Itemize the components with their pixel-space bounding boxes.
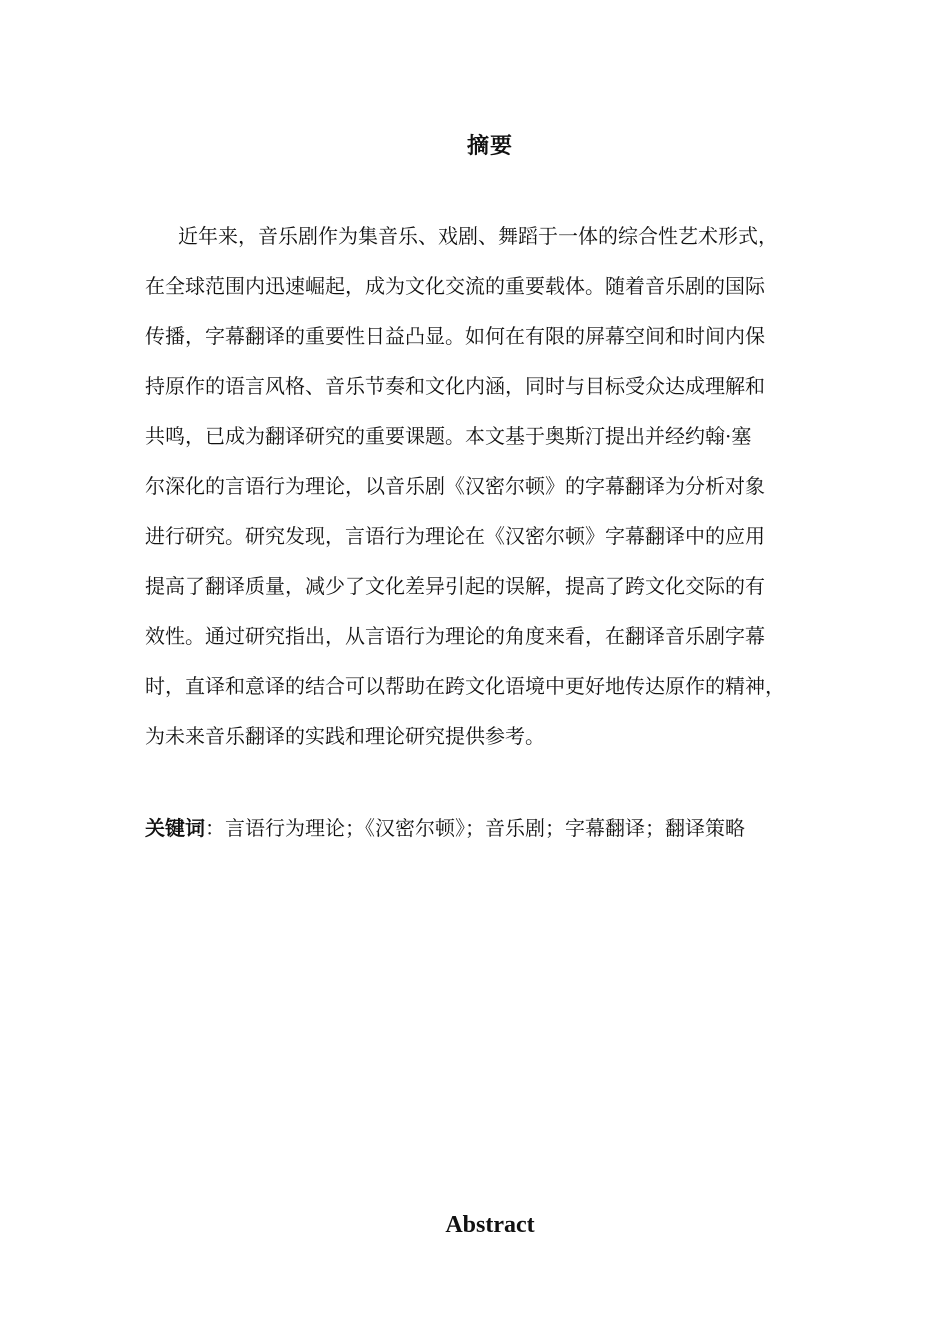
abstract-title-cn: 摘要: [466, 133, 513, 159]
keywords-cn: [145, 811, 861, 845]
abstract-title-en: Abstract: [445, 1211, 535, 1238]
abstract-line: 效性。通过研究指出，从言语行为理论的角度来看，在翻译音乐剧字幕: [145, 624, 765, 648]
abstract-body-cn: [145, 211, 861, 761]
keywords-text: 言语行为理论；《汉密尔顿》；音乐剧；字幕翻译；翻译策略: [225, 816, 745, 840]
abstract-line: 为未来音乐翻译的实践和理论研究提供参考。: [145, 724, 545, 748]
abstract-line: 提高了翻译质量，减少了文化差异引起的误解，提高了跨文化交际的有: [145, 574, 765, 598]
abstract-line: 时，直译和意译的结合可以帮助在跨文化语境中更好地传达原作的精神，: [145, 674, 785, 698]
abstract-line: 传播，字幕翻译的重要性日益凸显。如何在有限的屏幕空间和时间内保: [145, 324, 765, 348]
abstract-line: 进行研究。研究发现，言语行为理论在《汉密尔顿》字幕翻译中的应用: [145, 524, 765, 548]
keywords-separator: ：: [205, 816, 225, 840]
abstract-line: 持原作的语言风格、音乐节奏和文化内涵，同时与目标受众达成理解和: [145, 374, 765, 398]
abstract-line: 近年来，音乐剧作为集音乐、戏剧、舞蹈于一体的综合性艺术形式，: [178, 224, 778, 248]
keywords-label: 关键词: [145, 816, 205, 840]
abstract-line: 共鸣，已成为翻译研究的重要课题。本文基于奥斯汀提出并经约翰·塞: [145, 424, 752, 448]
abstract-line: 尔深化的言语行为理论，以音乐剧《汉密尔顿》的字幕翻译为分析对象: [145, 474, 765, 498]
abstract-line: 在全球范围内迅速崛起，成为文化交流的重要载体。随着音乐剧的国际: [145, 274, 765, 298]
